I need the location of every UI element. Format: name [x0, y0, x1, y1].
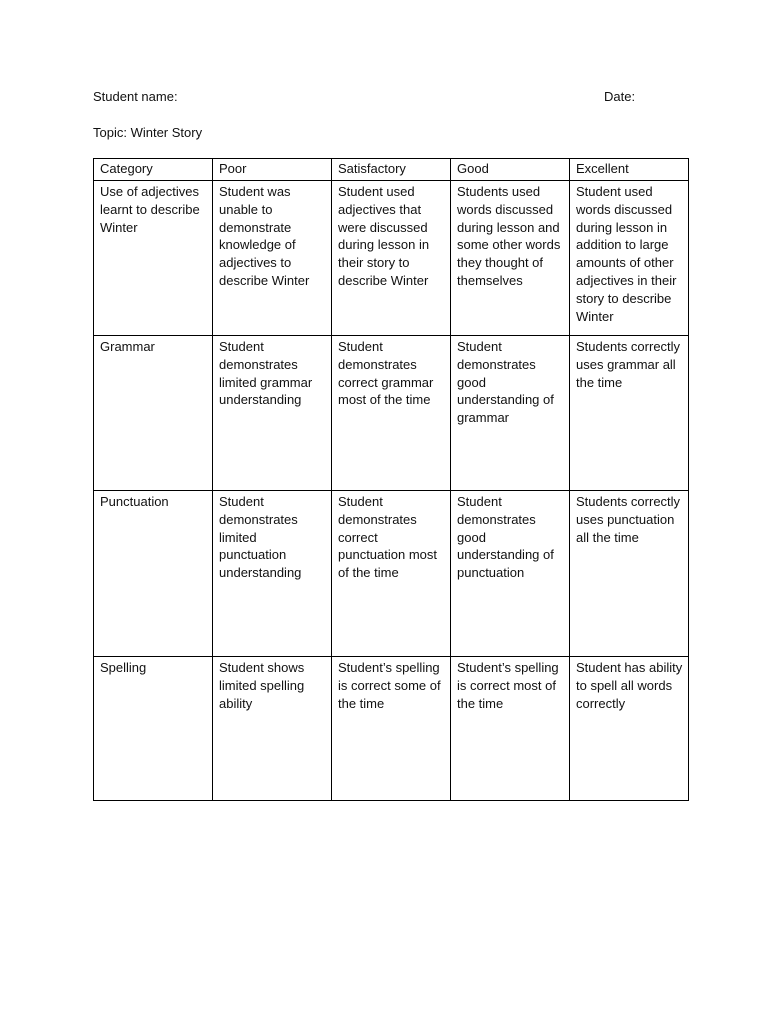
- good-cell: Students used words discussed during lesson and some other words they thought of themselves: [451, 181, 570, 336]
- rubric-table: [93, 158, 689, 801]
- poor-cell: Student demonstrates limited punctuation understanding: [213, 491, 332, 657]
- table-row: [94, 181, 689, 336]
- excellent-cell: Students correctly uses grammar all the time: [570, 336, 689, 491]
- good-cell: Student’s spelling is correct most of the time: [451, 657, 570, 801]
- rubric-header-row: [94, 159, 689, 181]
- column-header-satisfactory: Satisfactory: [332, 159, 451, 181]
- excellent-cell: Student has ability to spell all words correctly: [570, 657, 689, 801]
- good-cell: Student demonstrates good understanding of grammar: [451, 336, 570, 491]
- poor-cell: Student demonstrates limited grammar understanding: [213, 336, 332, 491]
- excellent-cell: Student used words discussed during lesson in addition to large amounts of other adjectives in their story to describe Winter: [570, 181, 689, 336]
- satisfactory-cell: Student’s spelling is correct some of the time: [332, 657, 451, 801]
- excellent-cell: Students correctly uses punctuation all the time: [570, 491, 689, 657]
- satisfactory-cell: Student demonstrates correct punctuation most of the time: [332, 491, 451, 657]
- poor-cell: Student was unable to demonstrate knowledge of adjectives to describe Winter: [213, 181, 332, 336]
- column-header-excellent: Excellent: [570, 159, 689, 181]
- student-name-label: Student name:: [93, 89, 178, 104]
- column-header-poor: Poor: [213, 159, 332, 181]
- good-cell: Student demonstrates good understanding of punctuation: [451, 491, 570, 657]
- column-header-good: Good: [451, 159, 570, 181]
- category-cell: Grammar: [94, 336, 213, 491]
- poor-cell: Student shows limited spelling ability: [213, 657, 332, 801]
- table-row: [94, 336, 689, 491]
- satisfactory-cell: Student demonstrates correct grammar most of the time: [332, 336, 451, 491]
- category-cell: Punctuation: [94, 491, 213, 657]
- category-cell: Use of adjectives learnt to describe Winter: [94, 181, 213, 336]
- category-cell: Spelling: [94, 657, 213, 801]
- satisfactory-cell: Student used adjectives that were discussed during lesson in their story to describe Winter: [332, 181, 451, 336]
- topic-title: Topic: Winter Story: [93, 125, 203, 140]
- table-row: [94, 657, 689, 801]
- table-row: [94, 491, 689, 657]
- date-label: Date:: [604, 89, 636, 104]
- column-header-category: Category: [94, 159, 213, 181]
